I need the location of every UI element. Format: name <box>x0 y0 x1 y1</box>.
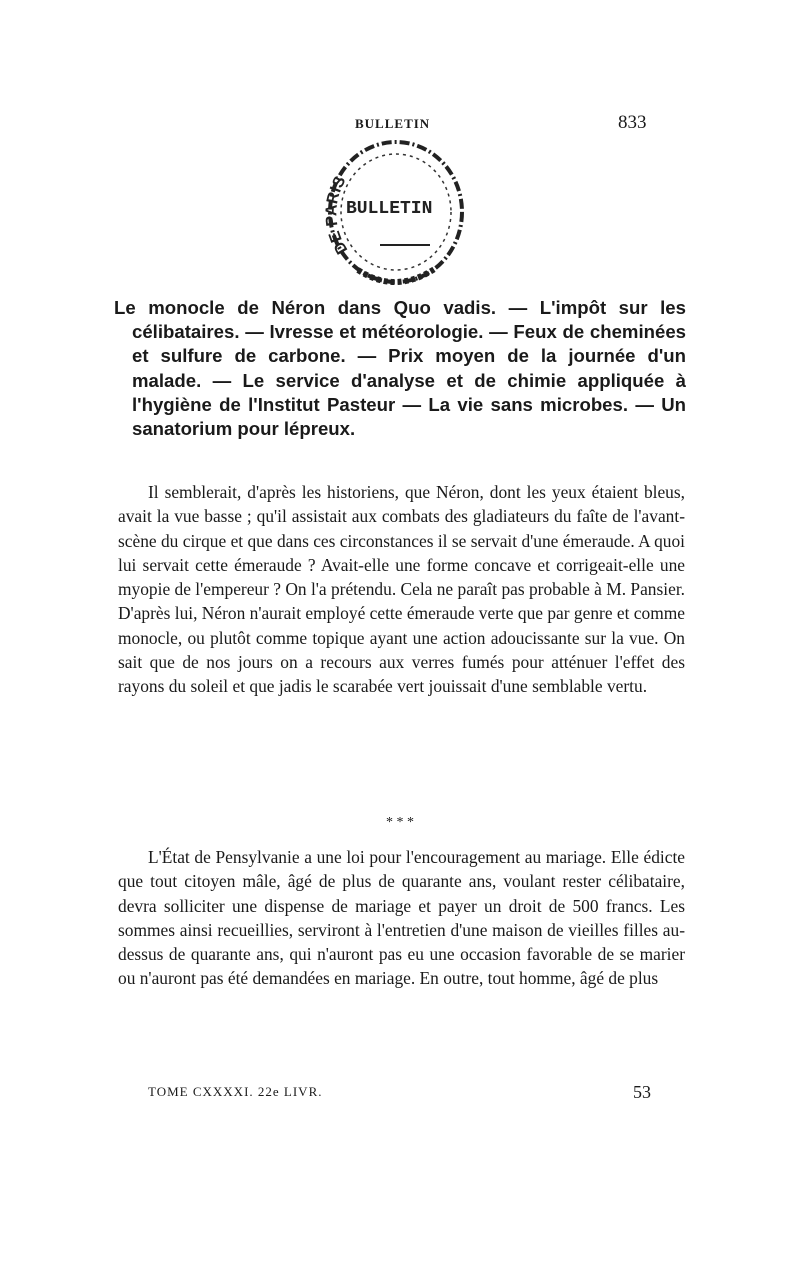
library-stamp-graphic <box>318 130 468 295</box>
tome-line: TOME CXXXXI. 22e LIVR. <box>148 1084 323 1099</box>
paragraph-pensylvanie: L'État de Pensylvanie a une loi pour l'encouragement au mariage. Elle édicte que tout citoyen mâle, âgé de plus de quarante ans, voulant rester célibataire, devra solliciter une dispense de mariage et payer un droit de 500 francs. Les sommes ainsi recueillies, serviront à l'entretien d'une maison de vieilles filles au-dessus de quarante ans, qui n'auront pas eu une occasion favorable de se marier ou n'auront pas été demandées en mariage. En outre, tout homme, âgé de plus <box>118 847 685 989</box>
signature-number: 53 <box>633 1082 651 1102</box>
stamp-arc-text: DE PARIS <box>323 173 352 257</box>
chapter-summary <box>114 296 686 441</box>
section-separator: * * * <box>386 815 414 830</box>
stamp-label: BULLETIN <box>346 199 433 219</box>
paragraph-neron: Il semblerait, d'après les historiens, que Néron, dont les yeux étaient bleus, avait la vue basse ; qu'il assistait aux combats des gladiateurs du faîte de l'avant-scène du cirque et que dans ces circonstances il se servait d'une émeraude. A quoi lui servait cette émeraude ? Avait-elle une forme concave et corrigeait-elle une myopie de l'empereur ? On l'a prétendu. Cela ne paraît pas probable à M. Pansier. D'après lui, Néron n'aurait employé cette émeraude verte que par genre et comme monocle, ou plutôt comme topique ayant une action adoucissante sur la vue. On sait que de nos jours on a recours aux verres fumés pour atténuer l'effet des rayons du soleil et que jadis le scarabée vert jouissait d'une semblable vertu. <box>118 482 685 697</box>
library-stamp <box>318 130 468 295</box>
page-footer <box>0 1084 800 1108</box>
page-number: 833 <box>618 112 647 133</box>
running-title: BULLETIN <box>355 116 431 131</box>
summary-text: Le monocle de Néron dans Quo vadis. — L'impôt sur les célibataires. — Ivresse et météorologie. — Feux de cheminées et sulfure de carbone. — Prix moyen de la journée d'un malade. — Le service d'analyse et de chimie appliquée à l'hygiène de l'Institut Pasteur — La vie sans microbes. — Un sanatorium pour lépreux. <box>114 297 686 440</box>
